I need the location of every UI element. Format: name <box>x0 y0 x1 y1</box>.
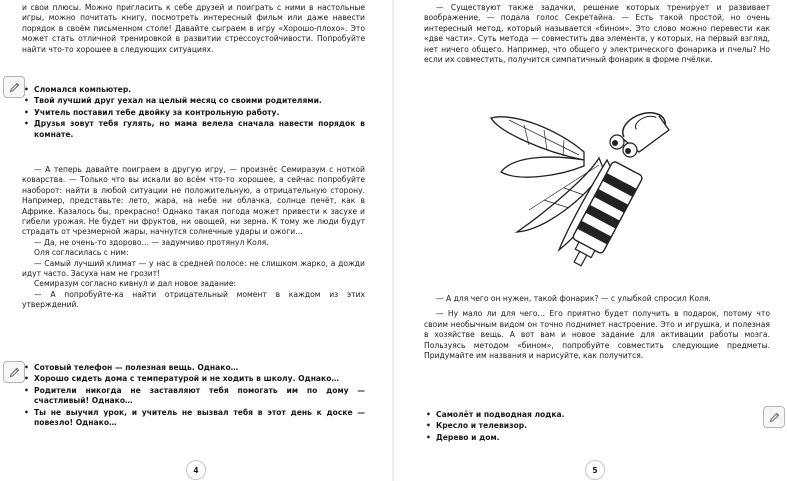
bee-flashlight-illustration <box>489 100 679 280</box>
list-item: • Родители никогда не заставляют тебя помогать им по дому — счастливый! Однако… <box>22 386 365 407</box>
page-number: 5 <box>585 460 605 480</box>
left-dialog <box>22 165 365 311</box>
pencil-icon <box>763 406 785 428</box>
left-intro <box>22 3 365 55</box>
paragraph: — Ну мало ли для чего… Его приятно будет получить в подарок, потому что своим необычным видом он точно поднимет настроение. Это и игрушка, и полезная в хозяйстве вещь. А вот вам и новое задание для активации работы мозга. Пользуясь методом «бином», попробуйте совместить следующие предметы. Придумайте им названия и нарисуйте, как получится. <box>424 309 770 361</box>
list-item: • Кресло и телевизор. <box>424 421 770 431</box>
list-item: • Друзья зовут тебя гулять, но мама велела сначала навести порядок в комнате. <box>22 119 365 140</box>
paragraph: — Да, не очень-то здорово… — задумчиво протянул Коля. <box>34 237 269 247</box>
paragraph: — А попробуйте-ка найти отрицательный момент в каждом из этих утверждений. <box>22 289 365 310</box>
list-item: • Сотовый телефон — полезная вещь. Однако… <box>22 363 365 373</box>
right-page <box>394 0 787 481</box>
list-item: • Сломался компьютер. <box>22 85 365 95</box>
left-list-good <box>22 85 365 141</box>
paragraph: — А теперь давайте поиграем в другую игру, — произнёс Семиразум с ноткой коварства. — Только что вы искали во всём что-то хорошее, а сейчас попробуйте наоборот: найти в любой ситуации не положительную, а отрицательную сторону. Например, представьте: лето, жара, на небе ни облачка, солнце печёт, как в Африке. Казалось бы, прекрасно! Однако такая погода может привести к засухе и гибели урожая. Не будет ни фруктов, ни овощей, ни зерна. К тому же люди будут страдать от чрезмерной жары, начнутся солнечные удары и ожоги… <box>22 165 365 237</box>
list-item: • Хорошо сидеть дома с температурой и не ходить в школу. Однако… <box>22 374 365 384</box>
list-item: • Дерево и дом. <box>424 433 770 443</box>
left-list-bad <box>22 363 365 429</box>
paragraph: — Существуют также задачки, решение которых тренирует и развивает воображение, — подала голос Секретайна. — Есть такой простой, но очень интересный метод, который называется «бином». Это слово можно перевести как «две части». Суть метода — совместить два элемента, у которых, на первый взгляд, нет ничего общего. Например, что общего у электрического фонарика и пчелы? Но если их совместить, получится симпатичный фонарик в форме пчёлки. <box>424 3 770 65</box>
list-item: • Твой лучший друг уехал на целый месяц со своими родителями. <box>22 96 365 106</box>
pencil-icon-glyph <box>768 411 781 424</box>
paragraph: — Самый лучший климат — у нас в средней полосе: не слишком жарко, а дожди идут часто. Засуха нам не грозит! <box>22 258 365 279</box>
list-item: • Самолёт и подводная лодка. <box>424 410 770 420</box>
right-list-tasks <box>424 410 770 444</box>
paragraph: Оля согласилась с ним: <box>34 248 129 258</box>
pencil-icon-glyph <box>8 81 21 94</box>
left-page <box>0 0 393 481</box>
right-dialog <box>424 294 770 361</box>
paragraph: — А для чего он нужен, такой фонарик? — с улыбкой спросил Коля. <box>436 294 711 303</box>
pencil-icon-glyph <box>8 366 21 379</box>
left-intro-paragraph: и свои плюсы. Можно пригласить к себе друзей и поиграть с ними в настольные игры, можно почитать книгу, посмотреть интересный фильм или даже навести порядок в своём письменном столе! Давайте сыграем в игру «Хорошо-плохо». Это может стать отличной тренировкой в развитии стрессоустойчивости. Попробуйте найти что-то хорошее в следующих ситуациях. <box>22 3 365 54</box>
page-number: 4 <box>186 460 206 480</box>
list-item: • Ты не выучил урок, и учитель не вызвал тебя в этот день к доске — повезло! Однако… <box>22 408 365 429</box>
list-item: • Учитель поставил тебе двойку за контрольную работу. <box>22 108 365 118</box>
paragraph: Семиразум согласно кивнул и дал новое задание: <box>34 279 237 289</box>
right-intro <box>424 3 770 65</box>
